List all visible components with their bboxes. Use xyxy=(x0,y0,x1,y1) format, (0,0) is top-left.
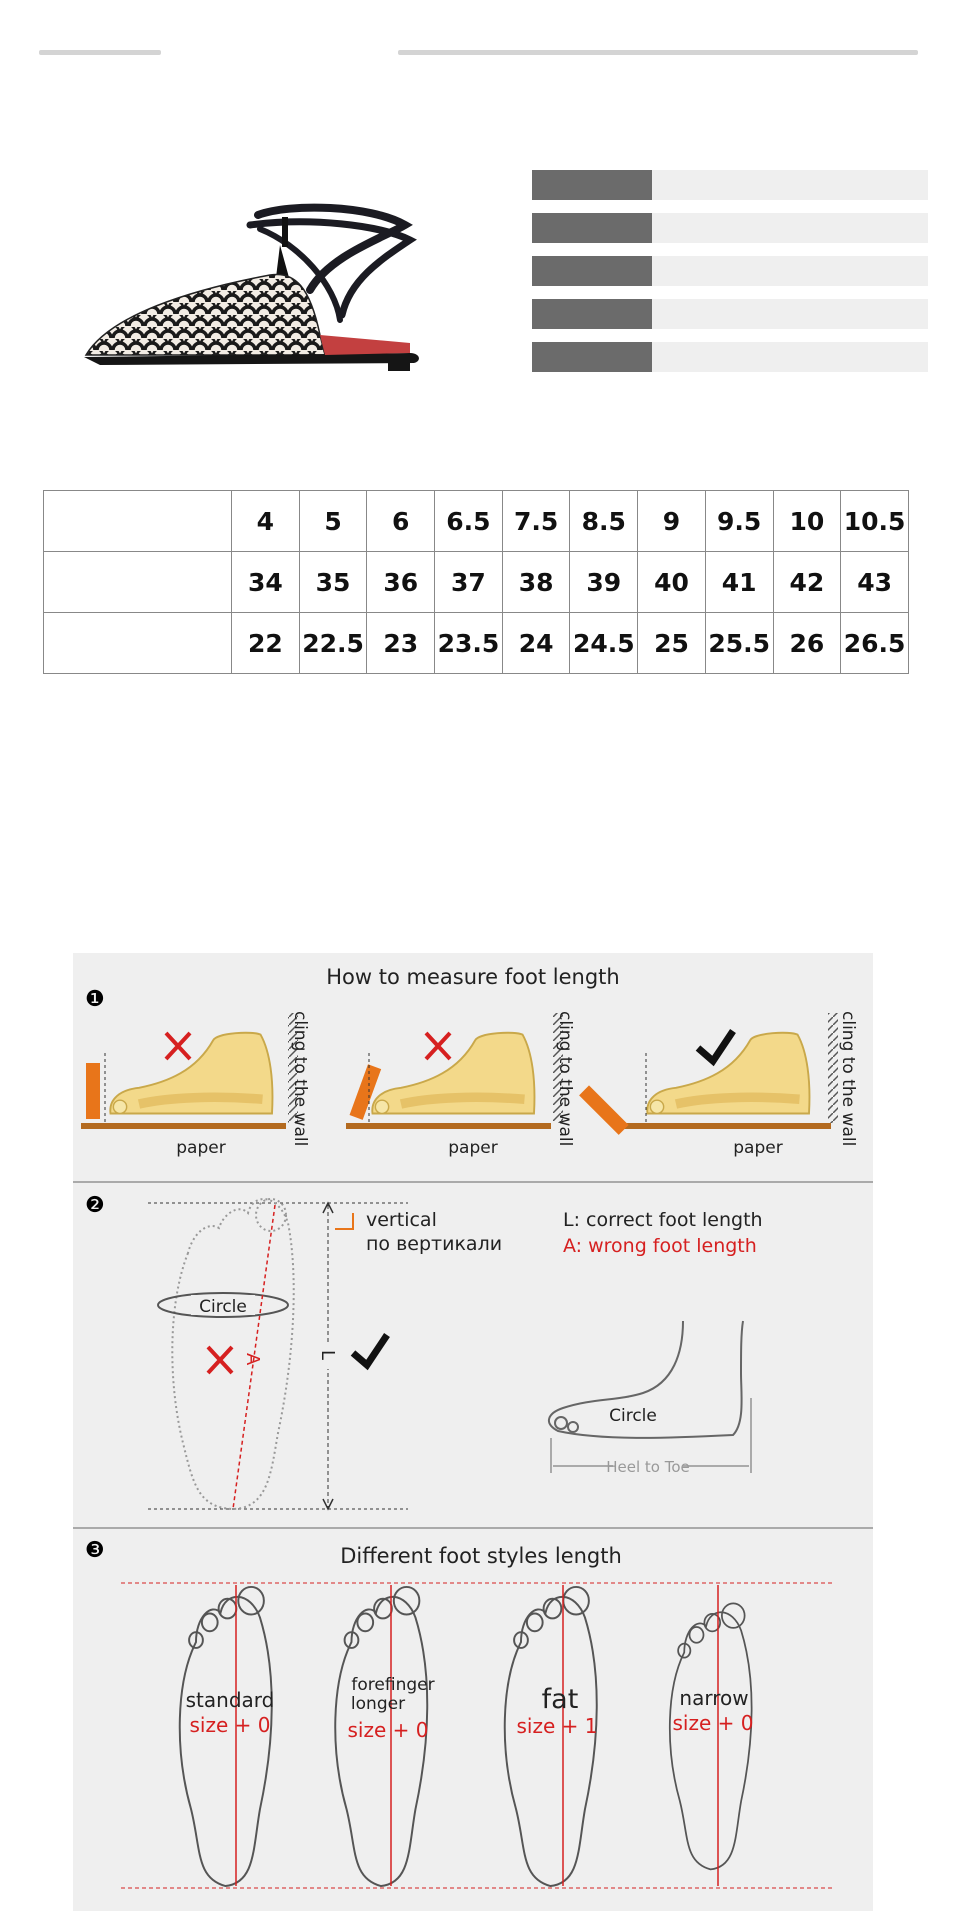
foot-side-outline xyxy=(549,1321,751,1473)
table-cell: 22 xyxy=(232,613,300,674)
table-cell: 24.5 xyxy=(570,613,638,674)
table-cell: 8.5 xyxy=(570,491,638,552)
correct-length-label: L: correct foot length xyxy=(563,1209,763,1231)
wall-label: cling to the wall xyxy=(838,1011,858,1147)
table-cell: 26.5 xyxy=(841,613,909,674)
table-row xyxy=(44,491,909,552)
table-cell: 6.5 xyxy=(435,491,503,552)
table-cell: 43 xyxy=(841,552,909,613)
table-cell: 38 xyxy=(502,552,570,613)
table-cell: 23 xyxy=(367,613,435,674)
table-cell: 10 xyxy=(773,491,841,552)
foot-style-size: size + 0 xyxy=(189,1713,271,1737)
table-cell: 6 xyxy=(367,491,435,552)
table-cell: 23.5 xyxy=(435,613,503,674)
foot-style-name: fat xyxy=(541,1684,579,1715)
attribute-row xyxy=(532,256,928,286)
table-cell: 34 xyxy=(232,552,300,613)
table-cell: 7.5 xyxy=(502,491,570,552)
check-icon xyxy=(698,1031,733,1061)
circle-label-side: Circle xyxy=(609,1406,657,1426)
section1-title: How to measure foot length xyxy=(326,965,620,989)
vertical-label-en: vertical xyxy=(366,1209,437,1231)
attribute-label xyxy=(532,213,652,243)
table-row xyxy=(44,552,909,613)
paper-label: paper xyxy=(733,1138,783,1158)
section-number-2: ❷ xyxy=(85,1193,105,1218)
heel-to-toe-label: Heel to Toe xyxy=(606,1458,690,1476)
table-cell: 5 xyxy=(299,491,367,552)
l-label: L xyxy=(317,1350,338,1361)
table-cell: 35 xyxy=(299,552,367,613)
wrong-length-label: A: wrong foot length xyxy=(563,1235,757,1257)
foot-style-size: size + 1 xyxy=(516,1714,598,1738)
table-row xyxy=(44,613,909,674)
attribute-value xyxy=(652,213,928,243)
table-cell: 10.5 xyxy=(841,491,909,552)
foot-style-forefinger-longer xyxy=(335,1585,434,1886)
foot-style-standard xyxy=(180,1585,275,1886)
measure-step-wrong-2 xyxy=(346,1011,575,1158)
foot-style-size: size + 0 xyxy=(672,1711,754,1735)
foot-style-size: size + 0 xyxy=(347,1718,429,1742)
attribute-row xyxy=(532,299,928,329)
foot-top-view xyxy=(148,1199,502,1509)
attribute-value xyxy=(652,170,928,200)
attribute-row xyxy=(532,342,928,372)
vertical-label-ru: по вертикали xyxy=(366,1233,503,1255)
section-number-1: ❶ xyxy=(85,987,105,1012)
table-cell: 9 xyxy=(638,491,706,552)
table-cell: 36 xyxy=(367,552,435,613)
table-cell: 42 xyxy=(773,552,841,613)
wall-label: cling to the wall xyxy=(555,1011,575,1147)
foot-style-name: narrow xyxy=(679,1686,749,1710)
table-cell: 25 xyxy=(638,613,706,674)
foot-style-fat xyxy=(505,1585,598,1886)
attribute-label xyxy=(532,342,652,372)
attribute-row xyxy=(532,213,928,243)
attribute-value xyxy=(652,299,928,329)
foot-style-name: forefinger xyxy=(351,1675,435,1695)
section-number-3: ❸ xyxy=(85,1538,105,1563)
table-cell: 4 xyxy=(232,491,300,552)
table-cell: 26 xyxy=(773,613,841,674)
row-label-cell xyxy=(44,613,232,674)
table-cell: 40 xyxy=(638,552,706,613)
table-cell: 41 xyxy=(705,552,773,613)
foot-style-name: longer xyxy=(350,1694,406,1714)
size-chart-table xyxy=(43,490,909,674)
top-divider-right xyxy=(398,50,918,55)
foot-style-name: standard xyxy=(185,1688,275,1712)
wall-label: cling to the wall xyxy=(290,1011,310,1147)
guide-illustration xyxy=(73,953,873,1911)
attribute-value xyxy=(652,342,928,372)
attribute-row xyxy=(532,170,928,200)
attribute-value xyxy=(652,256,928,286)
circle-label: Circle xyxy=(199,1297,247,1317)
check-icon xyxy=(353,1335,387,1365)
foot-style-narrow xyxy=(670,1585,754,1886)
table-cell: 24 xyxy=(502,613,570,674)
top-divider-left xyxy=(39,50,161,55)
a-label: A xyxy=(242,1353,263,1366)
product-shoe-image xyxy=(80,195,440,380)
foot-measure-guide xyxy=(73,953,873,1911)
table-cell: 9.5 xyxy=(705,491,773,552)
row-label-cell xyxy=(44,552,232,613)
attribute-label xyxy=(532,170,652,200)
attribute-label xyxy=(532,256,652,286)
paper-label: paper xyxy=(448,1138,498,1158)
table-cell: 25.5 xyxy=(705,613,773,674)
table-cell: 39 xyxy=(570,552,638,613)
paper-label: paper xyxy=(176,1138,226,1158)
measure-step-correct xyxy=(579,1011,858,1158)
table-cell: 37 xyxy=(435,552,503,613)
section3-title: Different foot styles length xyxy=(340,1544,622,1568)
row-label-cell xyxy=(44,491,232,552)
measure-step-wrong-1 xyxy=(81,1011,310,1158)
table-cell: 22.5 xyxy=(299,613,367,674)
attribute-label xyxy=(532,299,652,329)
